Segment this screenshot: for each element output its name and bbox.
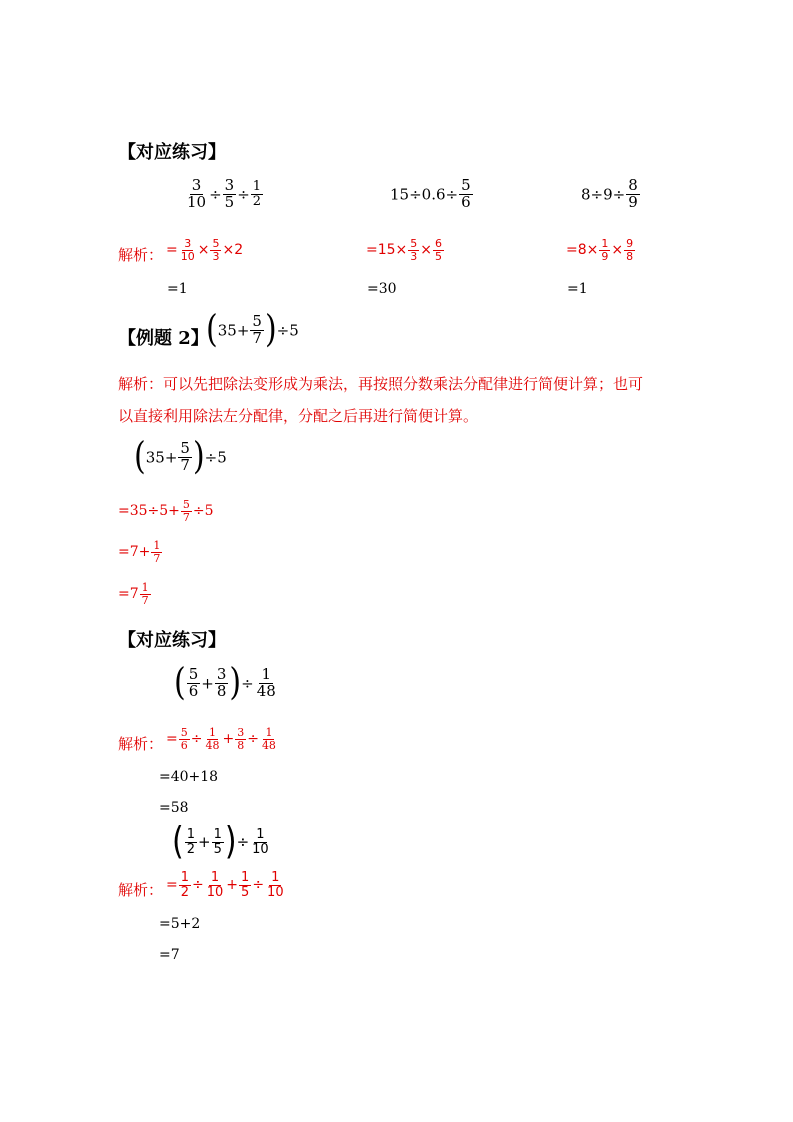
section-heading-example-2: 【例题 2】 xyxy=(118,328,209,349)
section-heading-practice-1: 【对应练习】 xyxy=(118,142,226,163)
practice-2-q1-step-3: =58 xyxy=(159,800,189,816)
problem-3: 8÷9÷ $\frac{8}{9}$ xyxy=(581,176,638,211)
example-2-expression-repeat: (35+ $\frac{5}{7}$ )÷5 xyxy=(134,434,227,479)
example-2-step-2: =7+ $\frac{1}{7}$ xyxy=(118,539,161,565)
analysis-label-q2: 解析： xyxy=(118,881,164,899)
analysis-label-q1: 解析： xyxy=(118,735,164,753)
example-2-step-1: =35÷5+ $\frac{5}{7}$ ÷5 xyxy=(118,498,214,524)
example-2-expression: (35+ $\frac{5}{7}$ )÷5 xyxy=(206,307,299,352)
analysis-text-line-1: 解析：可以先把除法变形成为乘法，再按照分数乘法分配律进行简便计算；也可 xyxy=(118,375,644,393)
result-1: =1 xyxy=(167,281,188,297)
solution-1: = $\frac{3}{10}$ × $\frac{5}{3}$ ×2 xyxy=(166,237,244,263)
problem-2: 15÷0.6÷ $\frac{5}{6}$ xyxy=(390,176,471,211)
analysis-text-line-2: 以直接利用除法左分配律，分配之后再进行简便计算。 xyxy=(118,407,479,425)
practice-2-q2-step-2: =5+2 xyxy=(159,916,201,932)
practice-2-solution-1: = $\frac{5}{6}$ ÷ $\frac{1}{48}$ + $\frac{3}{8}$ ÷ $\frac{1}{48}$ xyxy=(166,726,276,752)
analysis-label: 解析： xyxy=(118,246,164,264)
section-heading-practice-2: 【对应练习】 xyxy=(118,630,226,651)
practice-2-question-1: ( $\frac{5}{6}$ + $\frac{3}{8}$ )÷ $\frac{1}{48}$ xyxy=(174,660,276,705)
practice-2-question-2: ( $\frac{1}{2}$ + $\frac{1}{5}$ )÷ $\frac{1}{10}$ xyxy=(172,819,269,864)
result-3: =1 xyxy=(567,281,588,297)
problem-1: $\frac{3}{10}$ ÷ $\frac{3}{5}$ ÷ $\frac{1}{2}$ xyxy=(187,176,262,211)
solution-2: =15× $\frac{5}{3}$ × $\frac{6}{5}$ xyxy=(366,237,443,263)
practice-2-q1-step-2: =40+18 xyxy=(159,769,219,785)
result-2: =30 xyxy=(367,281,397,297)
solution-3: =8× $\frac{1}{9}$ × $\frac{9}{8}$ xyxy=(566,237,634,263)
example-2-step-3: =7 $\frac{1}{7}$ xyxy=(118,581,149,607)
practice-2-solution-2: = $\frac{1}{2}$ ÷ $\frac{1}{10}$ + $\frac{1}{5}$ ÷ $\frac{1}{10}$ xyxy=(166,870,284,900)
practice-2-q2-step-3: =7 xyxy=(159,947,180,963)
